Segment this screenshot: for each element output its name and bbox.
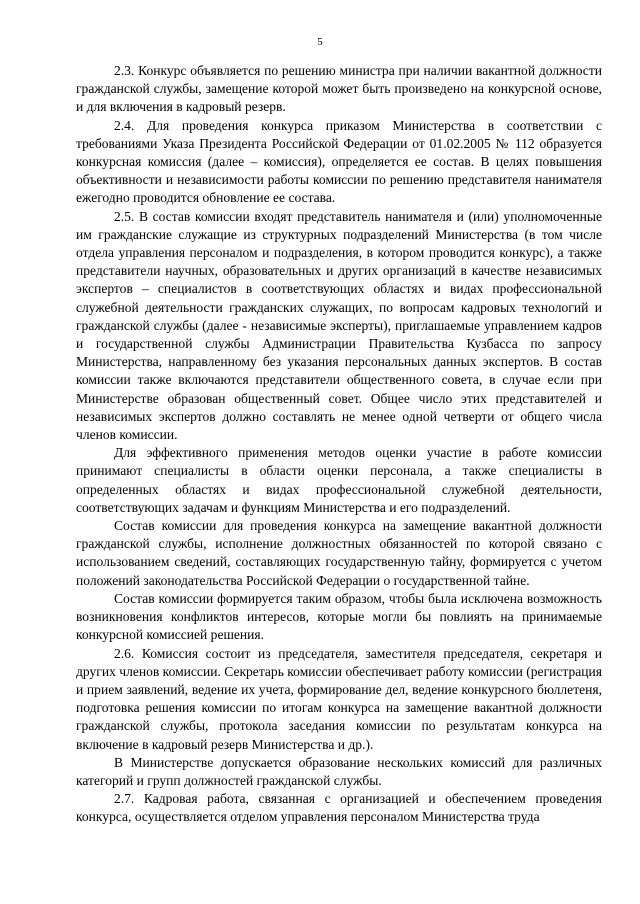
paragraph-state-secret: Состав комиссии для проведения конкурса на замещение вакантной должности гражданской службы, исполнение должностных обязанностей по которой связано с использованием сведений, составляющих государственную тайну, формируется с учетом положений законодательства Российской Федерации о государственной тайне. — [76, 518, 602, 588]
paragraph-multiple-commissions: В Министерстве допускается образование нескольких комиссий для различных категорий и групп должностей гражданской службы. — [76, 754, 602, 788]
paragraph-2-5: 2.5. В состав комиссии входят представитель нанимателя и (или) уполномоченные им гражданские служащие из структурных подразделений Министерства (в том числе отдела управления персоналом и подразделения, в котором проводится конкурс), а также представители научных, образовательных и других организаций в качестве независимых экспертов – специалистов в соответствующих областях и видах профессиональной служебной деятельности гражданских служащих, по вопросам кадровых технологий и гражданской службы (далее - независимые эксперты), приглашаемые управлением кадров и государственной службы Администрации Правительства Кузбасса по запросу Министерства, направленному без указания персональных данных экспертов. В состав комиссии также включаются представители общественного совета, в случае если при Министерстве образован общественный совет. Общее число этих представителей и независимых экспертов должно составлять не менее одной четверти от общего числа членов комиссии. — [76, 208, 602, 443]
paragraph-conflict-of-interest: Состав комиссии формируется таким образом, чтобы была исключена возможность возникновения конфликтов интересов, которые могли бы повлиять на принимаемые конкурсной комиссией решения. — [76, 590, 602, 643]
paragraph-2-6: 2.6. Комиссия состоит из председателя, заместителя председателя, секретаря и других членов комиссии. Секретарь комиссии обеспечивает работу комиссии (регистрация и прием заявлений, ведение их учета, формирование дел, ведение конкурсного бюллетеня, подготовка решения комиссии по итогам конкурса на замещение вакантной должности гражданской службы, протокола заседания комиссии по результатам конкурса на включение в кадровый резерв Министерства и др.). — [76, 645, 602, 752]
paragraph-assessment-specialists: Для эффективного применения методов оценки участие в работе комиссии принимают специалисты в области оценки персонала, а также специалисты в определенных областях и видах профессиональной служебной деятельности, соответствующих задачам и функциям Министерства и его подразделений. — [76, 445, 602, 515]
paragraph-2-3: 2.3. Конкурс объявляется по решению министра при наличии вакантной должности гражданской службы, замещение которой может быть произведено на конкурсной основе, и для включения в кадровый резерв. — [76, 63, 602, 115]
page-number: 5 — [317, 36, 323, 48]
document-body — [76, 62, 602, 827]
paragraph-2-4: 2.4. Для проведения конкурса приказом Министерства в соответствии с требованиями Указа Президента Российской Федерации от 01.02.2005 № 112 образуется конкурсная комиссия (далее – комиссия), определяется ее состав. В целях повышения объективности и независимости работы комиссии по решению представителя нанимателя ежегодно проводится обновление ее состава. — [76, 117, 602, 206]
paragraph-2-7: 2.7. Кадровая работа, связанная с организацией и обеспечением проведения конкурса, осуществляется отделом управления персоналом Министерства труда — [76, 791, 602, 825]
